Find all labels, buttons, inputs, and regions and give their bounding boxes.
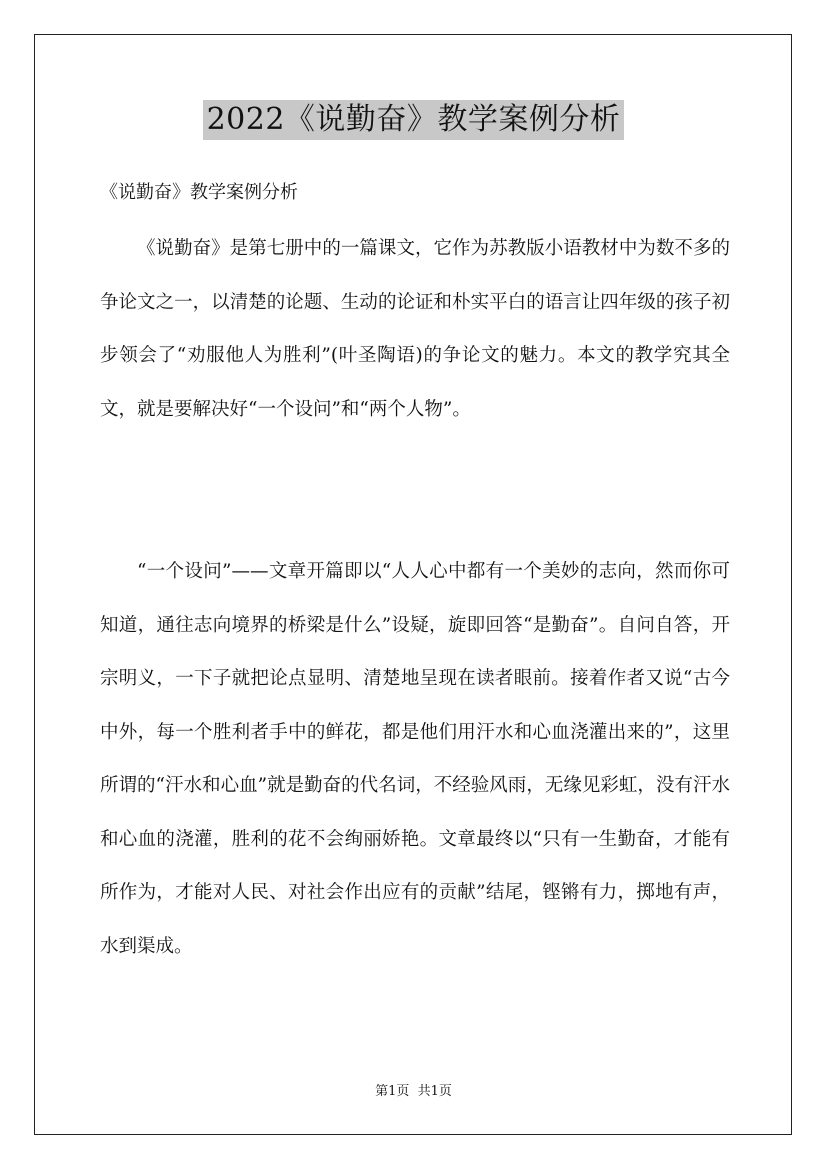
paragraph-1: 《说勤奋》是第七册中的一篇课文，它作为苏教版小语教材中为数不多的争论文之一，以清楚的论题、生动的论证和朴实平白的语言让四年级的孩子初步领会了“劝服他人为胜利”(叶圣陶语)的争论文的魅力。本文的教学究其全文，就是要解决好“一个设问”和“两个人物”。 (100, 238, 730, 420)
document-subtitle: 《说勤奋》教学案例分析 (100, 182, 298, 203)
title-container (0, 100, 827, 140)
page-footer (0, 1082, 827, 1102)
page-number: 第1页 (375, 1084, 410, 1099)
paragraph-2: “一个设问”——文章开篇即以“人人心中都有一个美妙的志向，然而你可知道，通往志向境界的桥梁是什么”设疑，旋即回答“是勤奋”。自问自答，开宗明义，一下子就把论点显明、清楚地呈现在读者眼前。接着作者又说“古今中外，每一个胜利者手中的鲜花，都是他们用汗水和心血浇灌出来的”，这里所谓的“汗水和心血”就是勤奋的代名词，不经验风雨，无缘见彩虹，没有汗水和心血的浇灌，胜利的花不会绚丽娇艳。文章最终以“只有一生勤奋，才能有所作为，才能对人民、对社会作出应有的贡献”结尾，铿锵有力，掷地有声，水到渠成。 (100, 561, 730, 957)
document-title: 2022《说勤奋》教学案例分析 (203, 100, 625, 140)
page-total: 共1页 (417, 1084, 452, 1099)
